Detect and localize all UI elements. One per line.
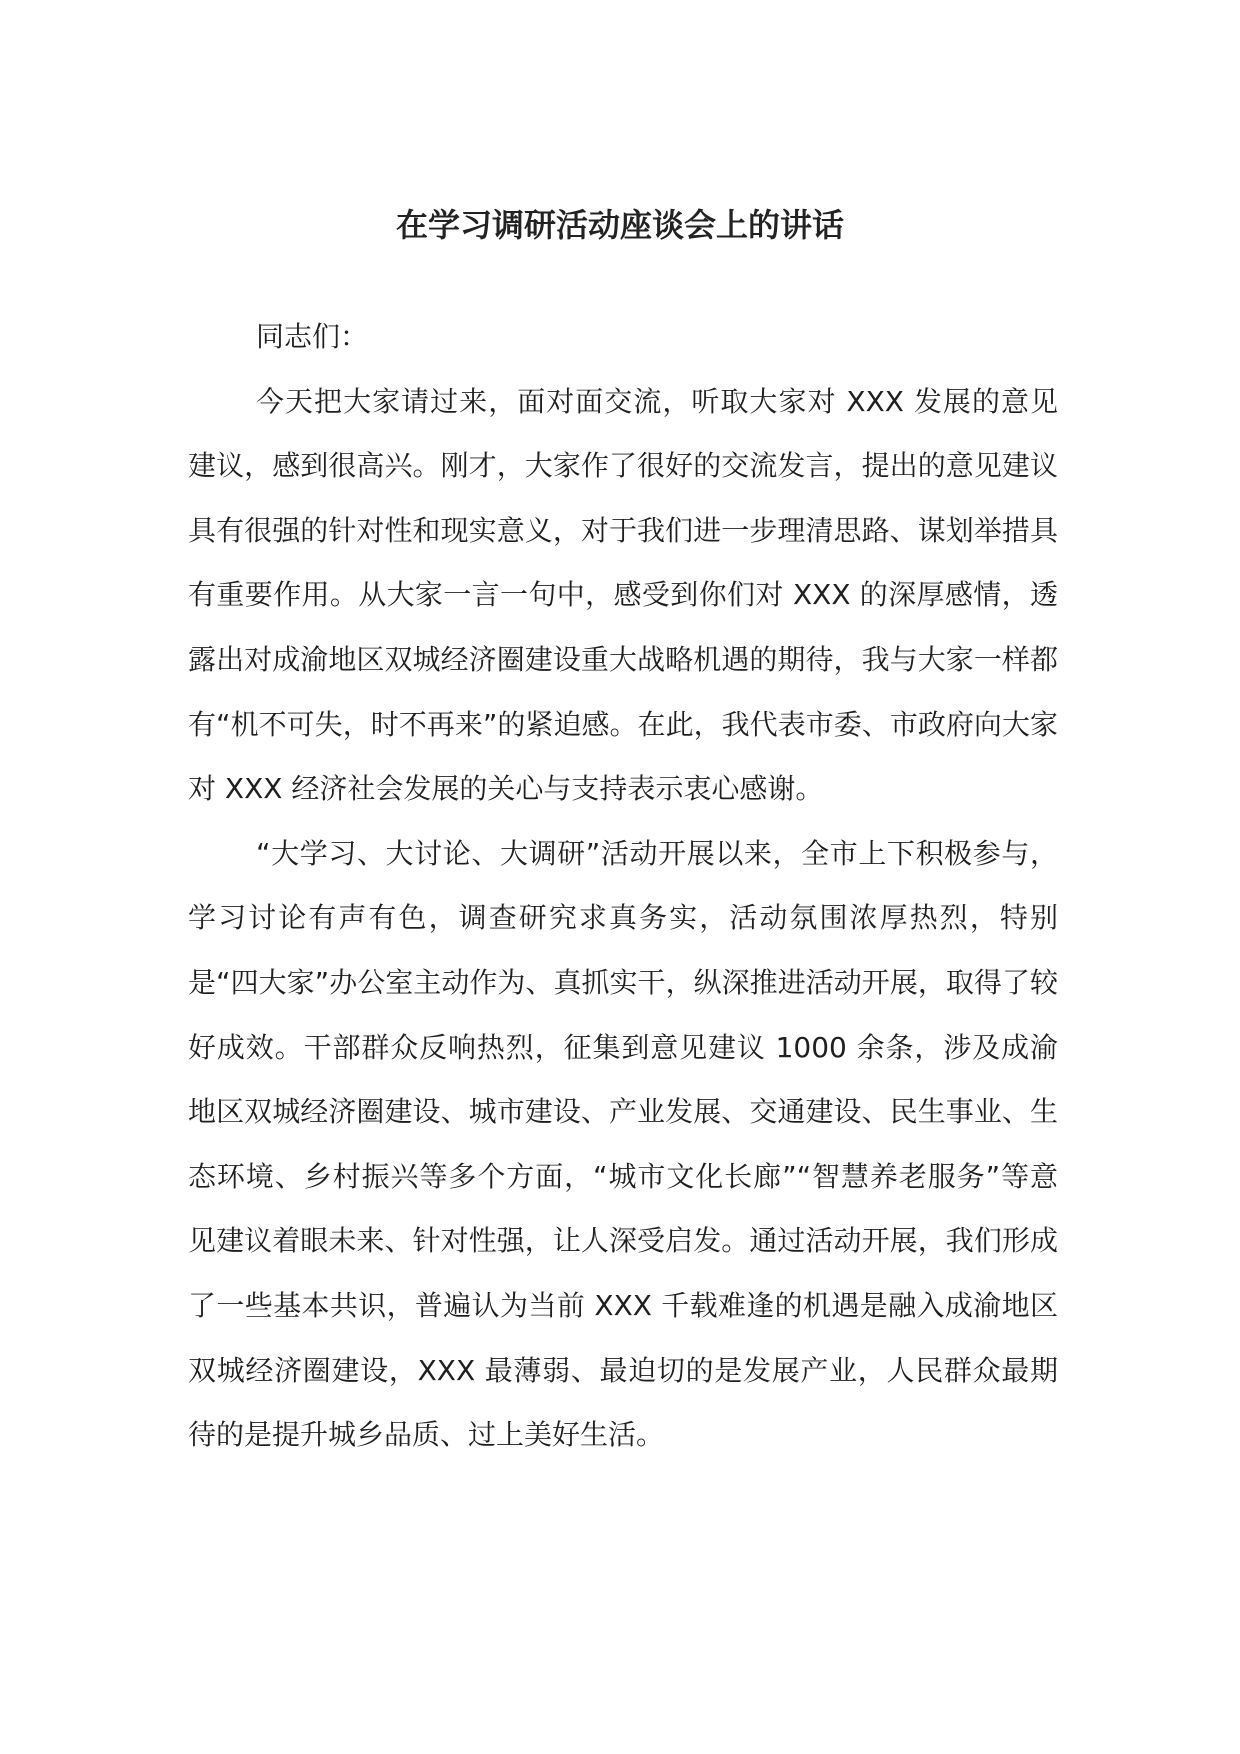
- salutation: 同志们：: [256, 320, 369, 353]
- paragraph-1: 今天把大家请过来，面对面交流，听取大家对 XXX 发展的意见建议，感到很高兴。刚才，大家作了很好的交流发言，提出的意见建议具有很强的针对性和现实意义，对于我们进一步理清思路、谋划举措具有重要作用。从大家一言一句中，感受到你们对 XXX 的深厚感情，透露出对成渝地区双城经济圈建设重大战略机遇的期待，我与大家一样都有“机不可失，时不再来”的紧迫感。在此，我代表市委、市政府向大家对 XXX 经济社会发展的关心与支持表示衷心感谢。: [188, 384, 1058, 806]
- document-body: [188, 305, 1058, 1468]
- document-title: 在学习调研活动座谈会上的讲话: [395, 206, 844, 244]
- paragraph-2: “大学习、大讨论、大调研”活动开展以来，全市上下积极参与，学习讨论有声有色，调查研究求真务实，活动氛围浓厚热烈，特别是“四大家”办公室主动作为、真抓实干，纵深推进活动开展，取得了较好成效。干部群众反响热烈，征集到意见建议 1000 余条，涉及成渝地区双城经济圈建设、城市建设、产业发展、交通建设、民生事业、生态环境、乡村振兴等多个方面，“城市文化长廊”“智慧养老服务”等意见建议着眼未来、针对性强，让人深受启发。通过活动开展，我们形成了一些基本共识，普遍认为当前 XXX 千载难逢的机遇是融入成渝地区双城经济圈建设，XXX 最薄弱、最迫切的是发展产业，人民群众最期待的是提升城乡品质、过上美好生活。: [188, 836, 1058, 1452]
